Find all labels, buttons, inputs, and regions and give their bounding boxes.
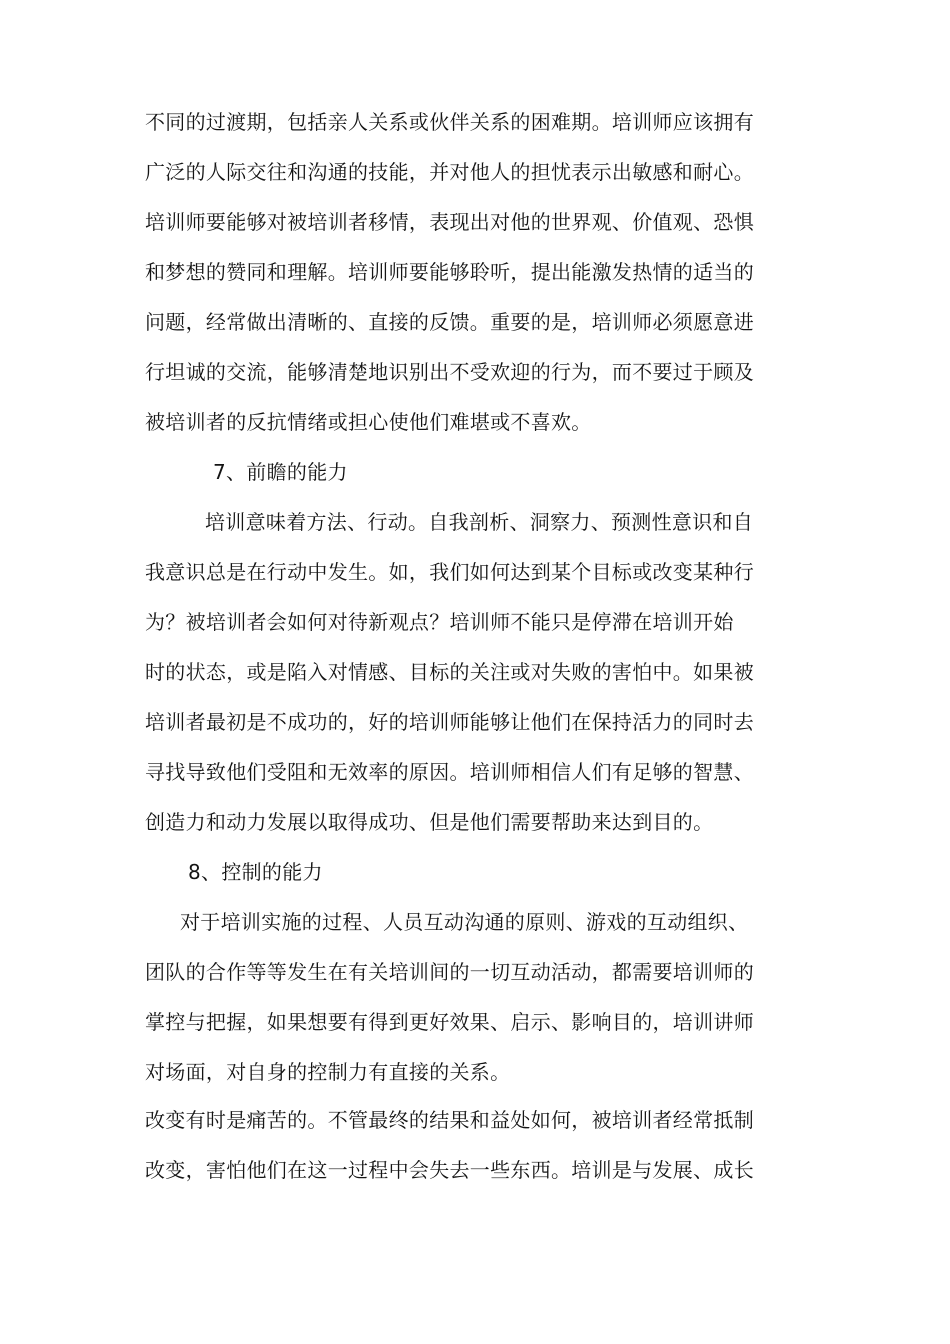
text-line-1: 不同的过渡期，包括亲人关系或伙伴关系的困难期。培训师应该拥有: [145, 110, 754, 134]
text-line-21: 改变有时是痛苦的。不管最终的结果和益处如何，被培训者经常抵制: [145, 1108, 754, 1132]
text-line-15: 创造力和动力发展以取得成功、但是他们需要帮助来达到目的。: [145, 810, 714, 834]
text-line-14: 寻找导致他们受阻和无效率的原因。培训师相信人们有足够的智慧、: [145, 760, 754, 784]
text-line-22: 改变，害怕他们在这一过程中会失去一些东西。培训是与发展、成长: [145, 1158, 754, 1182]
text-line-7: 被培训者的反抗情绪或担心使他们难堪或不喜欢。: [145, 410, 592, 434]
text-line-5: 问题，经常做出清晰的、直接的反馈。重要的是，培训师必须愿意进: [145, 310, 754, 334]
text-line-11: 为？被培训者会如何对待新观点？培训师不能只是停滞在培训开始: [145, 610, 734, 634]
text-line-10: 我意识总是在行动中发生。如，我们如何达到某个目标或改变某种行: [145, 560, 754, 584]
text-line-9: 培训意味着方法、行动。自我剖析、洞察力、预测性意识和自: [205, 510, 754, 534]
text-line-2: 广泛的人际交往和沟通的技能，并对他人的担忧表示出敏感和耐心。: [145, 160, 754, 184]
text-line-4: 和梦想的赞同和理解。培训师要能够聆听，提出能激发热情的适当的: [145, 260, 754, 284]
text-line-19: 掌控与把握，如果想要有得到更好效果、启示、影响目的，培训讲师: [145, 1010, 754, 1034]
text-line-6: 行坦诚的交流，能够清楚地识别出不受欢迎的行为，而不要过于顾及: [145, 360, 754, 384]
text-line-20: 对场面，对自身的控制力有直接的关系。: [145, 1060, 511, 1084]
section-heading-7: 7、前瞻的能力: [213, 460, 348, 484]
text-line-17: 对于培训实施的过程、人员互动沟通的原则、游戏的互动组织、: [180, 910, 749, 934]
section-heading-8: 8、控制的能力: [188, 860, 323, 884]
text-line-12: 时的状态，或是陷入对情感、目标的关注或对失败的害怕中。如果被: [145, 660, 754, 684]
text-line-13: 培训者最初是不成功的，好的培训师能够让他们在保持活力的同时去: [145, 710, 754, 734]
text-line-18: 团队的合作等等发生在有关培训间的一切互动活动，都需要培训师的: [145, 960, 754, 984]
text-line-3: 培训师要能够对被培训者移情，表现出对他的世界观、价值观、恐惧: [145, 210, 754, 234]
